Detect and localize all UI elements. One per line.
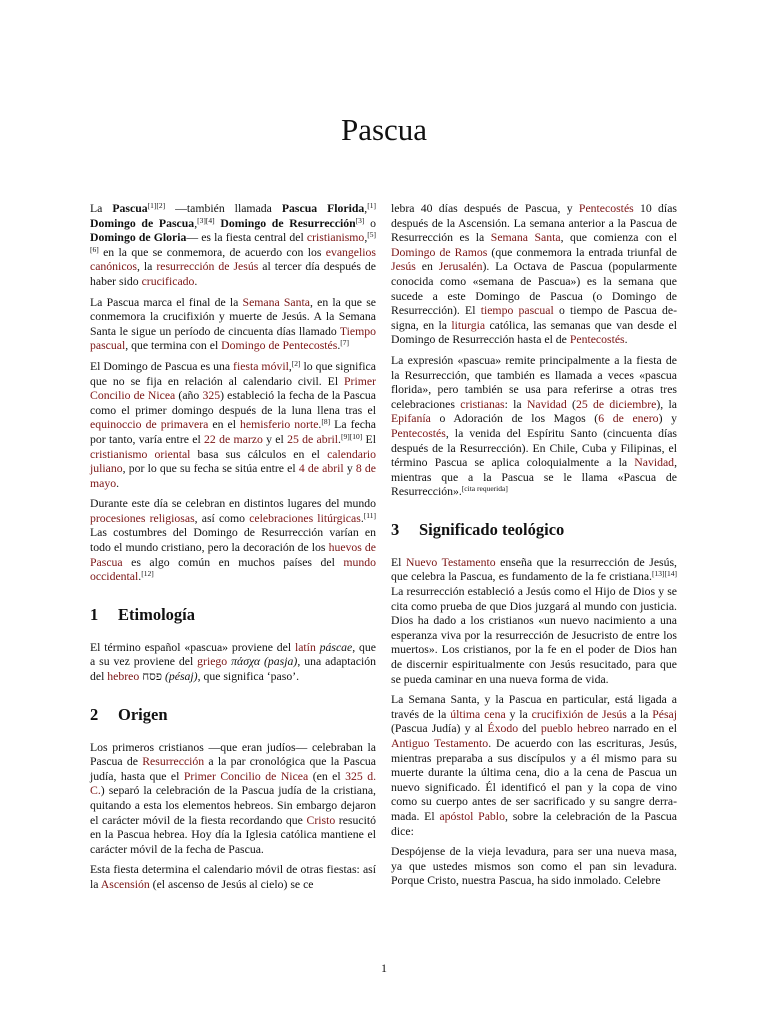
citation-reference[interactable]: [2]	[291, 358, 301, 368]
bold-term: Pascua	[112, 202, 148, 215]
citation-reference[interactable]: [12]	[141, 569, 154, 579]
article-link[interactable]: Pésaj	[652, 707, 677, 721]
article-link[interactable]: 325	[202, 389, 221, 403]
citation-reference[interactable]: [5][6]	[90, 230, 376, 254]
article-link[interactable]: huevos de Pascua	[90, 541, 376, 569]
article-link[interactable]: hebreo	[107, 670, 140, 684]
article-link[interactable]: Pentecostés	[391, 426, 446, 440]
article-link[interactable]: calendario juliano	[90, 447, 376, 476]
article-link[interactable]: cristianas	[460, 397, 505, 411]
article-link[interactable]: crucificado	[141, 274, 195, 288]
article-link[interactable]: Antiguo Testamento	[391, 737, 489, 750]
article-link[interactable]: mundo occidental	[90, 555, 376, 584]
etimologia-paragraph: El término español «pascua» proviene del latín páscae, que a su vez proviene del griego πάσχα (pasja), una adaptación del hebreo פסח (pésaj), que significa ‘paso’.	[90, 640, 376, 684]
article-link[interactable]: resurrección de Jesús	[156, 260, 259, 274]
article-link[interactable]: 6 de enero	[598, 412, 659, 426]
article-link[interactable]: Pentecostés	[569, 333, 625, 347]
italic-term: (pésaj)	[164, 670, 198, 684]
semana-santa-ligada-paragraph: La Semana Santa, y la Pascua en particular, está ligada a través de la última cena y la crucifixión de Jesús a la Pésaj (Pascua Judía) y al Éxodo del pueblo hebreo narrado en el Antiguo Testamento. De acuerdo con las escrituras, Jesús, mientras preparaba a sus discípulos y a él mismo para su muerte durante la última cena, dio a la cena de Pascua un nuevo significado. Él identificó el pan y la copa de vino como su cuerpo antes de ser sacrificado y su sangre derramada. El apóstol Pablo, sobre la celebración de la Pascua dice:	[391, 693, 678, 838]
italic-term: páscae	[319, 640, 353, 654]
article-link[interactable]: Domingo de Ramos	[391, 245, 488, 259]
article-link[interactable]: Tiempo pascual	[90, 324, 376, 353]
citation-reference[interactable]: [cita requerida]	[461, 484, 508, 494]
nuevo-testamento-paragraph: El Nuevo Testamento enseña que la resurrección de Jesús, que celebra la Pascua, es fundamento de la fe cristiana.[13][14] La resurrección estableció a Jesús como el Hijo de Dios y se cita como prueba de que Dios juzgará al mundo con justicia. Dios ha dado a los cristianos «un nuevo nacimiento a una esperanza viva por la resurrección de Jesucristo de entre los muertos». Los cristianos, por la fe en el poder de Dios han de discernir espiritualmente con Jesús resucitado, para que se pueda caminar en una nueva forma de vida.	[391, 555, 677, 686]
article-link[interactable]: latín	[294, 640, 316, 654]
citation-reference[interactable]: [1][2]	[147, 201, 166, 210]
article-link[interactable]: Jesús	[391, 260, 416, 274]
article-link[interactable]: 25 de abril	[287, 432, 339, 446]
article-link[interactable]: Navidad	[634, 456, 675, 470]
article-link[interactable]: Pentecostés	[578, 202, 634, 215]
semana-santa-paragraph: La Pascua marca el final de la Semana Santa, en la que se conmemora la crucifixión y muerte de Jesús. A la Semana Santa le sigue un período de cincuenta días llamado Tiempo pascual, que termina con el Domingo de Pentecostés.[7]	[90, 295, 376, 353]
citation-reference[interactable]: [3][4]	[197, 215, 215, 225]
article-link[interactable]: 22 de marzo	[204, 432, 263, 446]
article-link[interactable]: equinoccio de primavera	[90, 418, 209, 432]
article-link[interactable]: liturgia	[451, 318, 486, 332]
article-link[interactable]: tiempo pascual	[480, 304, 554, 318]
calendario-continuation-paragraph: lebra 40 días después de Pascua, y Pentecostés 10 días después de la Ascensión. La semana anterior a la Pascua de Resurrección es la Semana Santa, que comienza con el Domingo de Ramos (que conmemora la entrada triunfal de Jesús en Jerusalén). La Octava de Pascua (popularmente conocida como «semana de Pascua») es la semana que sucede a este Domingo de Pascua (o Domingo de Resurrección). El tiempo pascual o tiempo de Pascua designa, en la liturgia católica, las semanas que van desde el Domingo de Resurrección hasta el de Pentecostés.	[391, 202, 678, 347]
bold-term: Pascua Florida	[281, 202, 365, 215]
article-link[interactable]: Resurrección	[142, 755, 205, 769]
article-link[interactable]: crucifixión de Jesús	[531, 707, 627, 721]
bold-term: Domingo de Pascua	[90, 216, 195, 230]
citation-reference[interactable]: [8]	[321, 417, 331, 427]
article-link[interactable]: Semana Santa	[242, 295, 311, 309]
article-link[interactable]: hemisferio norte	[240, 418, 319, 432]
citation-reference[interactable]: [13][14]	[652, 569, 677, 579]
article-link[interactable]: Epifanía	[391, 412, 431, 426]
article-link[interactable]: Primer Concilio de Nicea	[183, 769, 309, 783]
section-heading-origen: 2 Origen	[90, 704, 168, 724]
page-number: 1	[381, 961, 387, 975]
article-link[interactable]: Cristo	[306, 813, 336, 827]
intro-paragraph: La Pascua[1][2] —también llamada Pascua Florida,[1] Domingo de Pascua,[3][4] Domingo de Resurrección[3] o Domingo de Gloria— es la fiesta central del cristianismo,[5][6] en la que se conmemora, de acuerdo con los evangelios canónicos, la resurrección de Jesús al tercer día después de haber sido crucificado.	[90, 201, 377, 288]
right-column	[391, 202, 677, 895]
fecha-paragraph: El Domingo de Pascua es una fiesta móvil,[2] lo que significa que no se fija en relación al calendario civil. El Primer Concilio de Nicea (año 325) estableció la fecha de la Pascua como el primer domingo después de la luna llena tras el equinoccio de primavera en el hemisferio norte.[8] La fecha por tanto, varía entre el 22 de marzo y el 25 de abril.[9][10] El cristianismo oriental basa sus cálculos en el calendario juliano, por lo que su fecha se sitúa entre el 4 de abril y 8 de mayo.	[90, 358, 377, 490]
citation-reference[interactable]: [11]	[363, 510, 376, 520]
expresion-paragraph: La expresión «pascua» remite principalmente a la fiesta de la Resurrección, que también es llamada a veces «pascua florida», pero también se usa para referirse a otras tres celebraciones cristianas: la Navidad (25 de diciembre), la Epifanía o Adoración de los Magos (6 de enero) y Pentecostés, la venida del Espíritu Santo (cincuenta días después de la Resurrección). En Chile, Cuba y Filipinas, el término Pascua se aplica coloquialmente a la Navidad, mientras que a la Pascua se le llama «Pascua de Resurrección».[cita requerida]	[391, 353, 677, 499]
origen-paragraph: Los primeros cristianos —que eran judíos— celebraban la Pascua de Resurrección a la par cronológica que la Pascua judía, hasta que el Primer Concilio de Nicea (en el 325 d. C.) separó la celebración de la Pascua judía de la cristiana, quitando a esta los elementos hebreos. Sin embargo dejaron el carácter móvil de la fiesta recordando que Cristo resucitó en la Pascua hebrea. Hoy día la Iglesia católica mantiene el carácter móvil de la fecha de Pascua.	[90, 740, 377, 856]
article-link[interactable]: griego	[197, 655, 228, 669]
article-link[interactable]: 325 d. C.	[90, 769, 377, 798]
article-link[interactable]: evangelios canónicos	[90, 245, 376, 274]
article-link[interactable]: Nuevo Testamento	[405, 555, 496, 569]
article-link[interactable]: cristianismo	[306, 231, 365, 245]
article-link[interactable]: procesiones religiosas	[90, 511, 195, 525]
section-heading-significado: 3 Significado teológico	[391, 519, 565, 539]
article-link[interactable]: cristianismo oriental	[90, 447, 191, 461]
article-link[interactable]: Navidad	[526, 397, 567, 411]
article-link[interactable]: 25 de diciembre	[575, 397, 657, 411]
bold-term: Domingo de Resurrección	[220, 216, 356, 230]
article-link[interactable]: apóstol Pablo	[439, 809, 505, 823]
article-link[interactable]: última cena	[450, 707, 506, 721]
article-link[interactable]: 8 de mayo	[90, 462, 377, 490]
article-link[interactable]: Domingo de Pentecostés	[221, 339, 338, 353]
article-link[interactable]: Ascensión	[100, 877, 150, 891]
citation-reference[interactable]: [7]	[340, 338, 350, 348]
block-quote: Despójense de la vieja levadura, para ser una nueva masa, ya que ustedes mismos son como el pan sin levadura. Porque Cristo, nuestra Pascua, ha sido inmolado. Celebre	[391, 845, 677, 888]
article-link[interactable]: 4 de abril	[298, 462, 344, 476]
article-link[interactable]: fiesta móvil	[233, 359, 289, 373]
article-link[interactable]: Primer Concilio de Nicea	[90, 374, 376, 403]
left-column	[90, 202, 376, 899]
article-link[interactable]: Jerusalén	[438, 260, 483, 274]
page-title: Pascua	[340, 112, 428, 147]
article-link[interactable]: Semana Santa	[490, 231, 561, 245]
citation-reference[interactable]: [9][10]	[340, 431, 363, 441]
costumbres-paragraph: Durante este día se celebran en distintos lugares del mundo procesiones religiosas, así como celebraciones litúrgicas.[11] Las costumbres del Domingo de Resurrección varían en todo el mundo cristiano, pero la decoración de los huevos de Pascua es algo común en muchos países del mundo occidental.[12]	[90, 497, 376, 584]
citation-reference[interactable]: [3]	[355, 215, 365, 225]
bold-term: Domingo de Gloria	[90, 231, 187, 245]
article-link[interactable]: pueblo hebreo	[540, 722, 609, 736]
citation-reference[interactable]: [1]	[367, 201, 376, 210]
section-heading-etimologia: 1 Etimología	[90, 604, 195, 624]
calendario-paragraph: Esta fiesta determina el calendario móvil de otras fiestas: así la Ascensión (el ascenso de Jesús al cielo) se ce	[90, 863, 376, 891]
italic-term: πάσχα (pasja)	[231, 655, 298, 669]
article-link[interactable]: Éxodo	[487, 722, 519, 736]
article-link[interactable]: celebraciones litúrgicas	[249, 511, 361, 525]
